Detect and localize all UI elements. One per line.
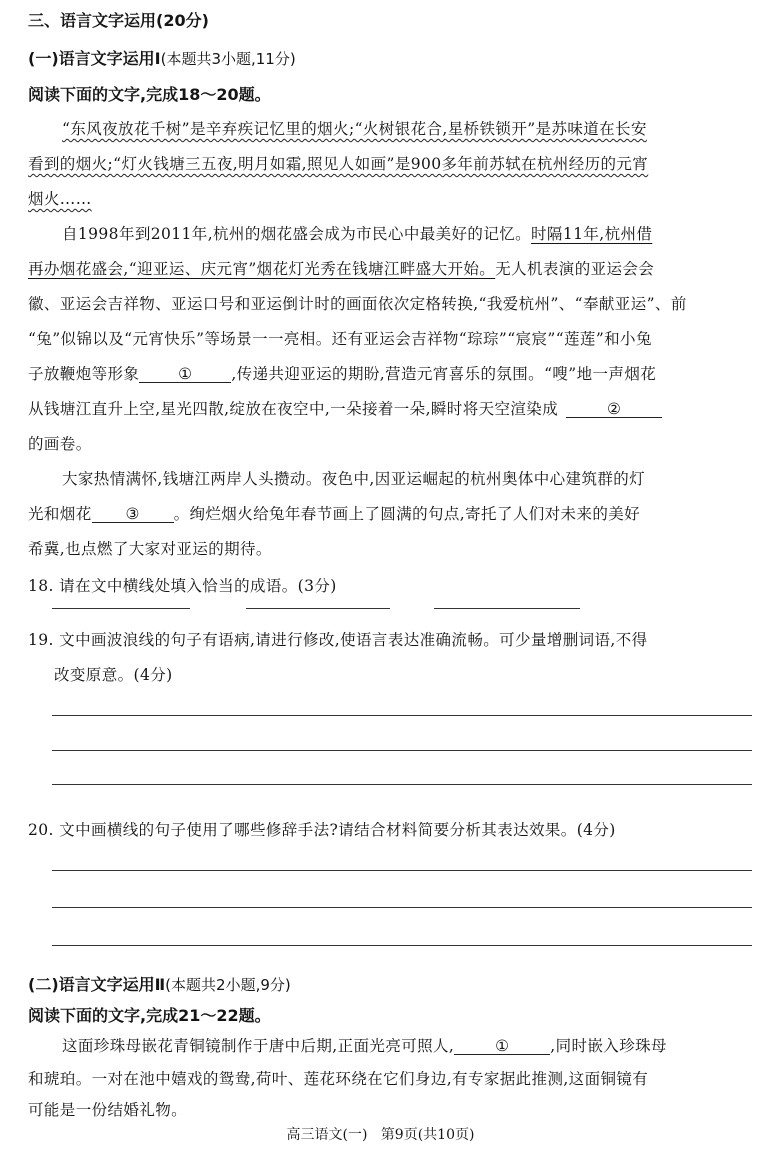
fill-blank-p2-1: ① [454,1038,550,1055]
answer-line [246,608,390,609]
passage2-line [62,1034,667,1056]
answer-line [434,608,580,609]
passage2-line: 和琥珀。一对在池中嬉戏的鸳鸯,荷叶、莲花环绕在它们身边,有专家据此推测,这面铜镜有 [28,1070,649,1088]
passage1-text: 。绚烂烟火给兔年春节画上了圆满的句点,寄托了人们对未来的美好 [173,505,641,523]
passage2-line: 可能是一份结婚礼物。 [28,1101,188,1119]
passage1-text: 子放鞭炮等形象 [28,365,140,383]
passage2-text: ,同时嵌入珍珠母 [550,1037,667,1055]
answer-line [52,715,752,716]
part2-title-text: (二)语言文字运用Ⅱ [28,975,166,994]
question-19-cont: 改变原意。(4分) [54,666,173,684]
part1-info: (本题共3小题,11分) [160,50,296,68]
answer-line [52,608,190,609]
passage1-underlined-sentence: 时隔11年,杭州借 [531,225,653,243]
passage1-line [28,257,654,279]
passage1-text: 从钱塘江直升上空,星光四散,绽放在夜空中,一朵接着一朵,瞬时将天空渲染成 [28,400,559,418]
passage1-line [28,502,640,524]
part1-title [28,46,296,69]
part2-instruction: 阅读下面的文字,完成21～22题。 [28,1006,271,1025]
passage1-text: ,传递共迎亚运的期盼,营造元宵喜乐的氛围。“嗖”地一声烟花 [231,365,657,383]
fill-blank-3: ③ [92,506,174,523]
passage1-line [28,397,662,419]
answer-line [52,945,752,946]
part2-info: (本题共2小题,9分) [165,976,291,994]
section-title: 三、语言文字运用(20分) [28,11,209,30]
passage1-text: 无人机表演的亚运会会 [495,260,655,278]
answer-line [52,750,752,751]
passage1-line: 的画卷。 [28,435,92,453]
part2-title [28,972,291,995]
question-18: 18. 请在文中横线处填入恰当的成语。(3分) [28,577,337,595]
passage1-line [62,222,652,244]
passage1-line: 烟火…… [28,190,92,208]
passage1-line: 看到的烟火;“灯火钱塘三五夜,明月如霜,照见人如画”是900多年前苏轼在杭州经历的元宵 [28,155,649,173]
question-20: 20. 文中画横线的句子使用了哪些修辞手法?请结合材料简要分析其表达效果。(4分) [28,821,616,839]
passage1-line: 希冀,也点燃了大家对亚运的期待。 [28,540,272,558]
part1-instruction: 阅读下面的文字,完成18～20题。 [28,85,271,104]
passage1-text: 自1998年到2011年,杭州的烟花盛会成为市民心中最美好的记忆。 [62,225,532,243]
passage1-line: “兔”似锦以及“元宵快乐”等场景一一亮相。还有亚运会吉祥物“琮琮”“宸宸”“莲莲”和小兔 [28,330,652,348]
passage2-text: 这面珍珠母嵌花青铜镜制作于唐中后期,正面光亮可照人, [62,1037,455,1055]
answer-line [52,907,752,908]
answer-line [52,784,752,785]
passage1-line: 徽、亚运会吉祥物、亚运口号和亚运倒计时的画面依次定格转换,“我爱杭州”、“奉献亚运”、前 [28,295,687,313]
passage1-line: 大家热情满怀,钱塘江两岸人头攒动。夜色中,因亚运崛起的杭州奥体中心建筑群的灯 [62,470,646,488]
passage1-line [28,362,656,384]
fill-blank-2: ② [566,401,662,418]
answer-line [52,870,752,871]
passage1-line: “东风夜放花千树”是辛弃疾记忆里的烟火;“火树银花合,星桥铁锁开”是苏味道在长安 [62,120,647,138]
fill-blank-1: ① [139,366,231,383]
passage1-underlined-sentence: 再办烟花盛会,“迎亚运、庆元宵”烟花灯光秀在钱塘江畔盛大开始。 [28,260,496,278]
page-footer: 高三语文(一) 第9页(共10页) [286,1127,475,1143]
part1-title-text: (一)语言文字运用Ⅰ [28,49,161,68]
passage1-text: 光和烟花 [28,505,92,523]
question-19: 19. 文中画波浪线的句子有语病,请进行修改,使语言表达准确流畅。可少量增删词语,不得 [28,631,648,649]
